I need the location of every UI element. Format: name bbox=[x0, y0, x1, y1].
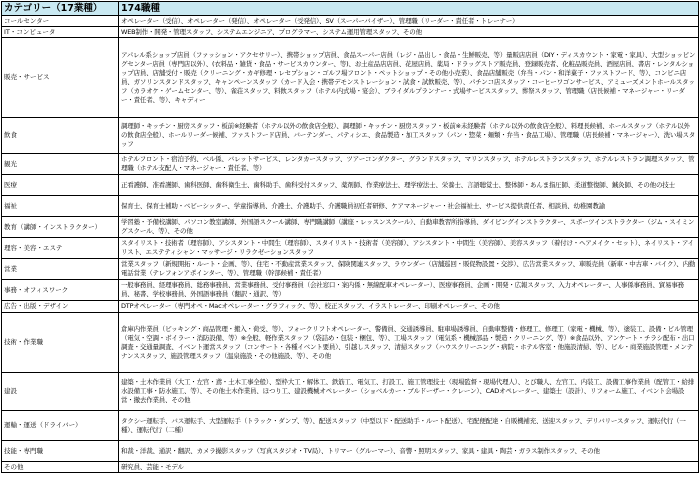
job-category-sheet bbox=[1, 1, 698, 473]
category-cell: 技能・専門職 bbox=[2, 441, 119, 462]
table-row bbox=[2, 280, 699, 301]
jobs-cell: 倉庫内作業員（ピッキング・商品管理・搬入・荷受、等）、フォークリフトオペレーター、警備員、交通誘導員、駐車場誘導員、自動車整備・修理工、修理工（家電・機械、等）、塗装工、設備・ビル管理（電気・空調・ボイラー・消防設備、等）※全般、軽作業スタッフ（袋詰め・包装・梱包、等）、工場スタッフ（電気系・機械部品・製造・クリーニング、等）※食品以外、アンケート・チラシ配布・出口調査・交通量調査、イベント運営スタッフ（コンサート・各種イベント要員）、引越しスタッフ、清掃スタッフ（ハウスクリーニング・病院・ホテル客室・他施設清掃、等）、ビル・商業施設管理・メンテナンススタッフ、施設管理スタッフ（温泉施設・その他施設、等）、その他 bbox=[119, 313, 699, 373]
table-row bbox=[2, 313, 699, 373]
table-row bbox=[2, 175, 699, 196]
header-row bbox=[2, 2, 699, 16]
category-cell: 事務・オフィスワーク bbox=[2, 280, 119, 301]
table-row bbox=[2, 38, 699, 118]
category-cell: 広告・出版・デザイン bbox=[2, 301, 119, 313]
header-jobs: 174職種 bbox=[119, 2, 699, 16]
jobs-cell: 建築・土木作業員（大工・左官・鳶・土木工事全般）、型枠大工・解体工、鉄筋工、電気工、打設工、施工管理技士（現場監督・現場代理人）、とび職人、左官工、内装工、設備工事作業員（配管工・給排水設備工事・防水施工、等）、その他土木作業員、ほつり工、建設機械オペレーター（ショベルカー・ブルドーザー・クレーン）、CADオペレーター、建築士（設計）、リフォーム施工、イベント会場設営・撤去作業員、その他 bbox=[119, 373, 699, 411]
table-row bbox=[2, 259, 699, 280]
category-cell: その他 bbox=[2, 462, 119, 473]
jobs-cell: 和裁・洋裁、通訳・翻訳、カメラ撮影スタッフ（写真スタジオ・TV局）、トリマー（グルーマー）、音響・照明スタッフ、家具・建具・陶芸・ガラス制作スタッフ、その他 bbox=[119, 441, 699, 462]
category-cell: IT・コンピュータ bbox=[2, 27, 119, 38]
category-cell: 教育（講師・インストラクター） bbox=[2, 217, 119, 238]
header-category: カテゴリー（17業種） bbox=[2, 2, 119, 16]
jobs-cell: 正看護師、准看護師、歯科医師、歯科衛生士、歯科助手、歯科受付スタッフ、薬剤師、作業療法士、理学療法士、栄養士、言語聴覚士、整体師・あんま指圧師、柔道整復師、鍼灸師、その他の技士 bbox=[119, 175, 699, 196]
jobs-cell: ホテルフロント・宿泊予約、ベル係、バレットサービス、レンタカースタッフ、ツアーコンダクター、グランドスタッフ、マリンスタッフ、ホテルレストランスタッフ、ホテルレストラン調理スタッフ、管理職（ホテル支配人・マネージャー・責任者、等） bbox=[119, 154, 699, 175]
category-cell: コールセンター bbox=[2, 16, 119, 27]
category-cell: 飲食 bbox=[2, 118, 119, 154]
jobs-cell: WEB制作・開発・管理スタッフ、システムエンジニア、プログラマー、システム運用管理スタッフ、その他 bbox=[119, 27, 699, 38]
category-cell: 営業 bbox=[2, 259, 119, 280]
table-row bbox=[2, 301, 699, 313]
jobs-cell: アパレル系ショップ店員（ファッション・アクセサリー）、携帯ショップ店員、食品スーパー店員（レジ・品出し・食品・生鮮販売、等）量販店店員（DIY・ディスカウント・家電・家具）、大型ショッピングセンター店員（専門店以外）、(衣料品・雑貨・食品・サービスカウンター、等)、お土産品店店員、花屋店員、薬局・ドラッグストア販売員、登録販売者、化粧品販売員、酒屋店員、書店・レンタルショップ店員、店舗受付・販売（クリーニング・カギ修理・レセプション・ゴルフ場フロント・ペットショップ・その他小売業）、食品店舗販売（弁当・パン・和洋菓子・ファストフード、等）、コンビニ店員、ガソリンスタンドスタッフ、キャンペーンスタッフ（カード入会・携帯デモンストレーション・試食・試飲販売、等）、パチンコ店スタッフ・コーヒーワゴンサービス、アミューズメントホールスタッフ（カラオケ・ゲームセンター、等）、雀荘スタッフ、料飲スタッフ（ホテル内式場・宴会）、ブライダルプランナー・式場サービススタッフ、葬祭スタッフ、管理職（店長候補・マネージャー・リーダー・責任者、等）、キャディー bbox=[119, 38, 699, 118]
table-row bbox=[2, 462, 699, 473]
category-cell: 観光 bbox=[2, 154, 119, 175]
category-cell: 運輸・運送（ドライバー） bbox=[2, 411, 119, 441]
table-row bbox=[2, 27, 699, 38]
table-row bbox=[2, 373, 699, 411]
jobs-cell: スタイリスト・技術者（理容師）、アシスタント・中間生（理容師）、スタイリスト・技術者（美容師）、アシスタント・中間生（美容師）、美容スタッフ（着付け・ヘアメイク・セット）、ネイリスト・アイリスト、エステティシャン・マッサージ・リラクゼーションスタッフ bbox=[119, 238, 699, 259]
table-row bbox=[2, 196, 699, 217]
table-row bbox=[2, 411, 699, 441]
table-row bbox=[2, 118, 699, 154]
jobs-cell: 保育士、保育士補助・ベビーシッター、学童指導員、介護士、介護助手、介護職員初任者研修、ケアマネージャー・社会福祉士、サービス提供責任者、相談員、幼稚園教諭 bbox=[119, 196, 699, 217]
jobs-cell: DTPオペレーター（専門オペ・Macオペレーター・グラフィック、等）、校正スタッフ、イラストレーター、印刷オペレーター、その他 bbox=[119, 301, 699, 313]
table-row bbox=[2, 154, 699, 175]
jobs-cell: 営業スタッフ（新規開拓・ルート・企画、等）、住宅・不動産営業スタッフ、保険関連スタッフ、ラウンダー（店舗巡回・販促物設置・交渉）、広告営業スタッフ、車販売員（新車・中古車・バイク）、内勤電話営業（テレフォンアポインター、等）、管理職（幹部候補・責任者） bbox=[119, 259, 699, 280]
jobs-cell: 研究員、芸能・モデル bbox=[119, 462, 699, 473]
category-cell: 福祉 bbox=[2, 196, 119, 217]
category-cell: 医療 bbox=[2, 175, 119, 196]
table-row bbox=[2, 441, 699, 462]
table-row bbox=[2, 217, 699, 238]
category-cell: 技術・作業職 bbox=[2, 313, 119, 373]
job-category-table bbox=[1, 1, 699, 473]
jobs-cell: オペレーター（受信）、オペレーター（発信）、オペレーター（受発信）、SV（スーパーバイザー）、管理職（リーダー・責任者・トレーナー） bbox=[119, 16, 699, 27]
category-cell: 建設 bbox=[2, 373, 119, 411]
category-cell: 理容・美容・エステ bbox=[2, 238, 119, 259]
table-row bbox=[2, 16, 699, 27]
jobs-cell: 学習塾・予備校講師、パソコン教室講師、外国語スクール講師、専門職講師（講座・レッスンスクール）、自動車教習所指導員、ダイビングインストラクター、スポーツインストラクター（ジム・スイミングスクール、等）、その他 bbox=[119, 217, 699, 238]
jobs-cell: 調理師・キッチン・厨房スタッフ・板前※経験者（ホテル以外の飲食店全般）、調理師・キッチン・厨房スタッフ・板前※未経験者（ホテル以外の飲食店全般）、料理長候補、ホールスタッフ（ホテル以外の飲食店全般）、ホールリーダー候補、ファストフード店員、バーテンダー、パティシエ、食品製造・加工スタッフ（パン・惣菜・麺類・弁当・食品工場）、管理職（店長候補・マネージャー）、洗い場スタッフ bbox=[119, 118, 699, 154]
jobs-cell: タクシー運転手、バス運転手、大型運転手（トラック・ダンプ、等）、配送スタッフ（中型以下・配送助手・ルート配送）、宅配便配達・自販機補充、送迎スタッフ、デリバリースタッフ、運転代行（一種）、運転代行（二種） bbox=[119, 411, 699, 441]
table-row bbox=[2, 238, 699, 259]
category-cell: 販売・サービス bbox=[2, 38, 119, 118]
jobs-cell: 一般事務員、経理事務員、総務事務員、営業事務員、受付事務員（会社窓口・案内係・無線配車オペレーター）、医療事務員、企画・開発・広報スタッフ、入力オペレーター、人事係事務員、貿易事務員、秘書、学校事務員、外国語事務員（翻訳・通訳、等） bbox=[119, 280, 699, 301]
